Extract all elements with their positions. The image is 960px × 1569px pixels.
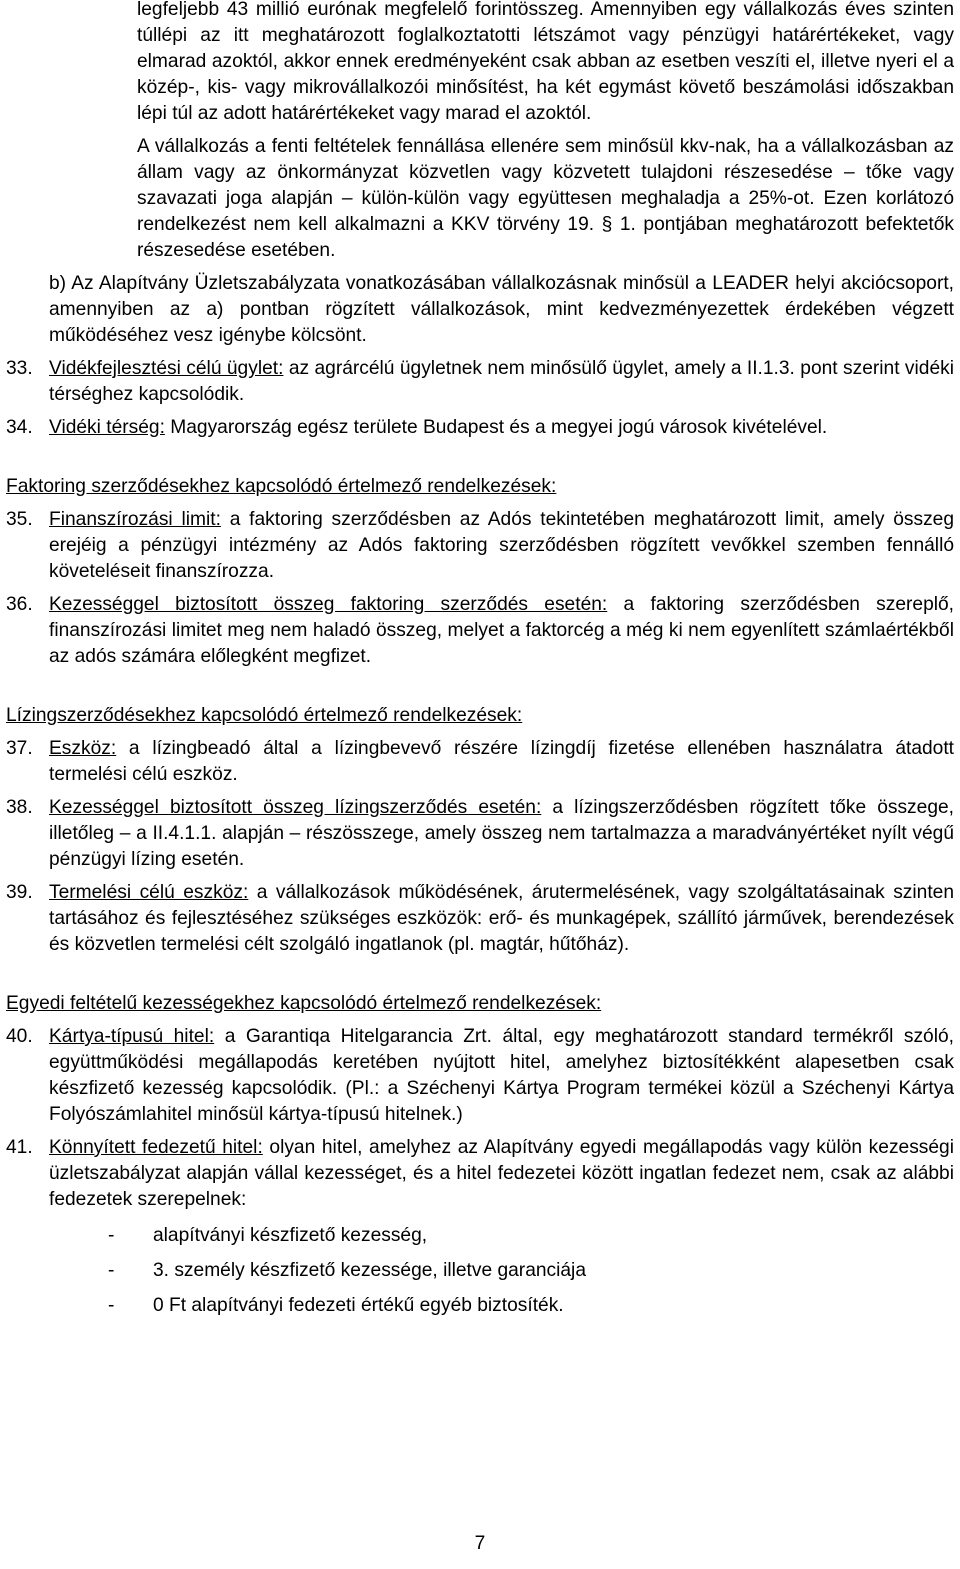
item-text: a lízingbeadó által a lízingbevevő részére lízingdíj fizetése ellenében használatra átadott termelési célú eszköz. <box>49 738 954 785</box>
item-text: az agrárcélú ügyletnek nem minősülő ügylet, amely a II.1.3. pont szerint vidéki térséghez kapcsolódik. <box>49 358 954 405</box>
item-number: 38. <box>6 797 33 818</box>
dash-marker: - <box>108 1225 115 1246</box>
dash-item-text: 3. személy készfizető kezessége, illetve garanciája <box>153 1260 586 1281</box>
section-heading-faktoring: Faktoring szerződésekhez kapcsolódó értelmező rendelkezések: <box>6 476 557 497</box>
definition-item <box>0 1135 960 1213</box>
item-number: 35. <box>6 509 33 530</box>
item-term: Termelési célú eszköz: <box>49 882 249 903</box>
definition-item <box>0 1024 960 1128</box>
item-term: Kártya-típusú hitel: <box>49 1026 215 1047</box>
item-text: a faktoring szerződésben az Adós tekintetében meghatározott limit, amely összeg erejéig a pénzügyi intézmény az Adós faktoring szerződésben rögzített vevőkkel szemben fennálló követeléseit finanszírozza. <box>49 509 955 582</box>
item-number: 39. <box>6 882 33 903</box>
item-term: Vidékfejlesztési célú ügylet: <box>49 358 284 379</box>
item-number: 33. <box>6 358 33 379</box>
section-heading-egyedi: Egyedi feltételű kezességekhez kapcsolódó értelmező rendelkezések: <box>6 993 602 1014</box>
dash-marker: - <box>108 1260 115 1281</box>
item-term: Eszköz: <box>49 738 117 759</box>
paragraph-kkv-exclusion: A vállalkozás a fenti feltételek fennállása ellenére sem minősül kkv-nak, ha a vállalkozásban az állam vagy az önkormányzat közvetlen vagy közvetett tulajdoni részesedése – tőke vagy szavazati joga alapján – külön-külön vagy együttesen meghaladja a 25%-ot. Ezen korlátozó rendelkezést nem kell alkalmazni a KKV törvény 19. § 1. pontjában meghatározott befektetők részesedése esetében. <box>137 136 954 261</box>
paragraph-b-leader: b) Az Alapítvány Üzletszabályzata vonatkozásában vállalkozásnak minősül a LEADER helyi akciócsoport, amennyiben az a) pontban rögzített vállalkozások, mint kedvezményezettek érdekében végzett működéséhez vesz igénybe kölcsönt. <box>49 273 954 346</box>
definition-item <box>0 795 960 873</box>
dash-marker: - <box>108 1295 115 1316</box>
item-text: a vállalkozások működésének, árutermelésének, vagy szolgáltatásainak szinten tartásához és fejlesztéséhez szükséges eszközök: erő- és munkagépek, szállító járművek, berendezések és közvetlen termelési célt szolgáló ingatlanok (pl. magtár, hűtőház). <box>49 882 954 955</box>
section-heading-lizing: Lízingszerződésekhez kapcsolódó értelmező rendelkezések: <box>6 705 523 726</box>
definition-item <box>0 736 960 788</box>
dash-list-item <box>0 1223 960 1249</box>
item-number: 40. <box>6 1026 33 1047</box>
item-text: a lízingszerződésben rögzített tőke összege, illetőleg – a II.4.1.1. alapján – részösszege, amely összeg nem tartalmazza a maradványértéket nyílt végű pénzügyi lízing esetén. <box>49 797 954 870</box>
item-text: a faktoring szerződésben szereplő, finanszírozási limitet meg nem haladó összeg, melyet a faktorcég a még ki nem egyenlített számlaértékből az adós számára előlegként megfizet. <box>49 594 955 667</box>
item-term: Kezességgel biztosított összeg lízingszerződés esetén: <box>49 797 542 818</box>
item-text: a Garantiqa Hitelgarancia Zrt. által, egy meghatározott standard termékről szóló, együttműködési megállapodás keretében nyújtott hitel, amelyhez biztosítékként alapesetben csak készfizető kezesség kapcsolódik. (Pl.: a Széchenyi Kártya Program termékei közül a Széchenyi Kártya Folyószámlahitel minősül kártya-típusú hitelnek.) <box>49 1026 954 1125</box>
definition-item <box>0 415 960 441</box>
item-term: Kezességgel biztosított összeg faktoring szerződés esetén: <box>49 594 608 615</box>
item-term: Vidéki térség: <box>49 417 165 438</box>
item-term: Könnyített fedezetű hitel: <box>49 1137 263 1158</box>
definition-item <box>0 507 960 585</box>
item-number: 37. <box>6 738 33 759</box>
dash-list-item <box>0 1258 960 1284</box>
item-number: 36. <box>6 594 33 615</box>
dash-list-item <box>0 1293 960 1319</box>
definition-item <box>0 592 960 670</box>
item-term: Finanszírozási limit: <box>49 509 221 530</box>
item-text: Magyarország egész területe Budapest és a megyei jogú városok kivételével. <box>164 417 828 438</box>
dash-list <box>0 1223 960 1319</box>
item-number: 41. <box>6 1137 33 1158</box>
definition-item <box>0 880 960 958</box>
dash-item-text: alapítványi készfizető kezesség, <box>153 1225 428 1246</box>
item-number: 34. <box>6 417 33 438</box>
paragraph-kkv-thresholds: legfeljebb 43 millió eurónak megfelelő forintösszeg. Amennyiben egy vállalkozás éves szinten túllépi az itt meghatározott foglalkoztatotti létszámot vagy pénzügyi határértékeket, vagy elmarad azoktól, akkor ennek eredményeként csak abban az esetben veszíti el, illetve nyeri el a közép-, kis- vagy mikrovállalkozói minősítést, ha két egymást követő beszámolási időszakban lépi túl az adott határértékeket vagy marad el azoktól. <box>137 0 954 124</box>
dash-item-text: 0 Ft alapítványi fedezeti értékű egyéb biztosíték. <box>153 1295 564 1316</box>
definition-item <box>0 356 960 408</box>
page-number: 7 <box>474 1533 486 1554</box>
item-text: olyan hitel, amelyhez az Alapítvány egyedi megállapodás vagy külön kezességi üzletszabályzat alapján vállal kezességet, és a hitel fedezetei között ingatlan fedezet nem, csak az alábbi fedezetek szerepelnek: <box>49 1137 954 1210</box>
